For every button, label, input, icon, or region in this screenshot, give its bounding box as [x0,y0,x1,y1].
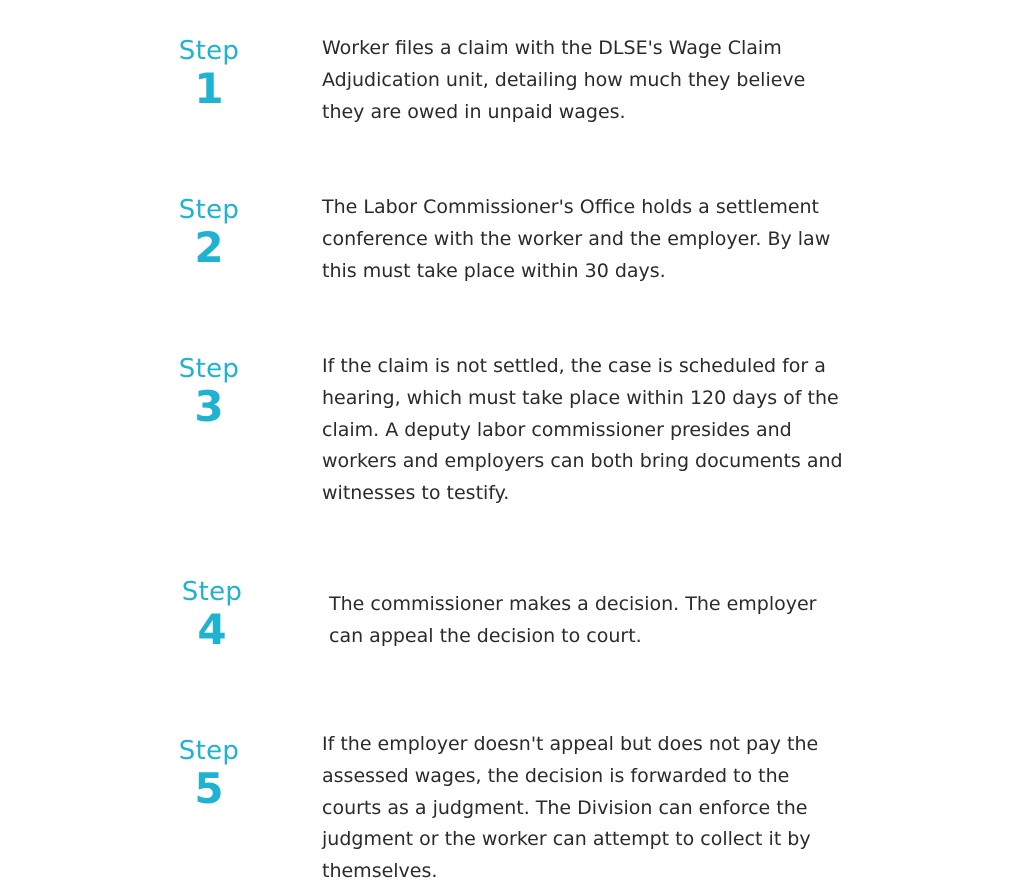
step-label [152,577,272,653]
step-description: If the employer doesn't appeal but does not pay the assessed wages, the decision is forwarded to the courts as a judgment. The Division can enforce the judgment or the worker can attempt to collect it by themselves. [322,733,819,883]
step-label [149,36,269,112]
step-word: Step [178,354,240,384]
step-number: 5 [194,764,224,813]
step-word: Step [181,577,243,607]
step-description: Worker files a claim with the DLSE's Wage Claim Adjudication unit, detailing how much they believe they are owed in unpaid wages. [322,37,806,123]
step-number: 1 [194,64,224,113]
step-word: Step [178,36,240,66]
step-number: 2 [194,223,224,272]
step-label [149,354,269,430]
step-description: The commissioner makes a decision. The employer can appeal the decision to court. [329,593,817,647]
step-word: Step [178,736,240,766]
step-description: The Labor Commissioner's Office holds a settlement conference with the worker and the employer. By law this must take place within 30 days. [322,196,831,282]
step-label [149,736,269,812]
step-description: If the claim is not settled, the case is scheduled for a hearing, which must take place within 120 days of the claim. A deputy labor commissioner presides and workers and employers can both bring documents and witnesses to testify. [322,355,843,505]
step-label [149,195,269,271]
step-number: 4 [197,605,227,654]
step-number: 3 [194,382,224,431]
step-word: Step [178,195,240,225]
